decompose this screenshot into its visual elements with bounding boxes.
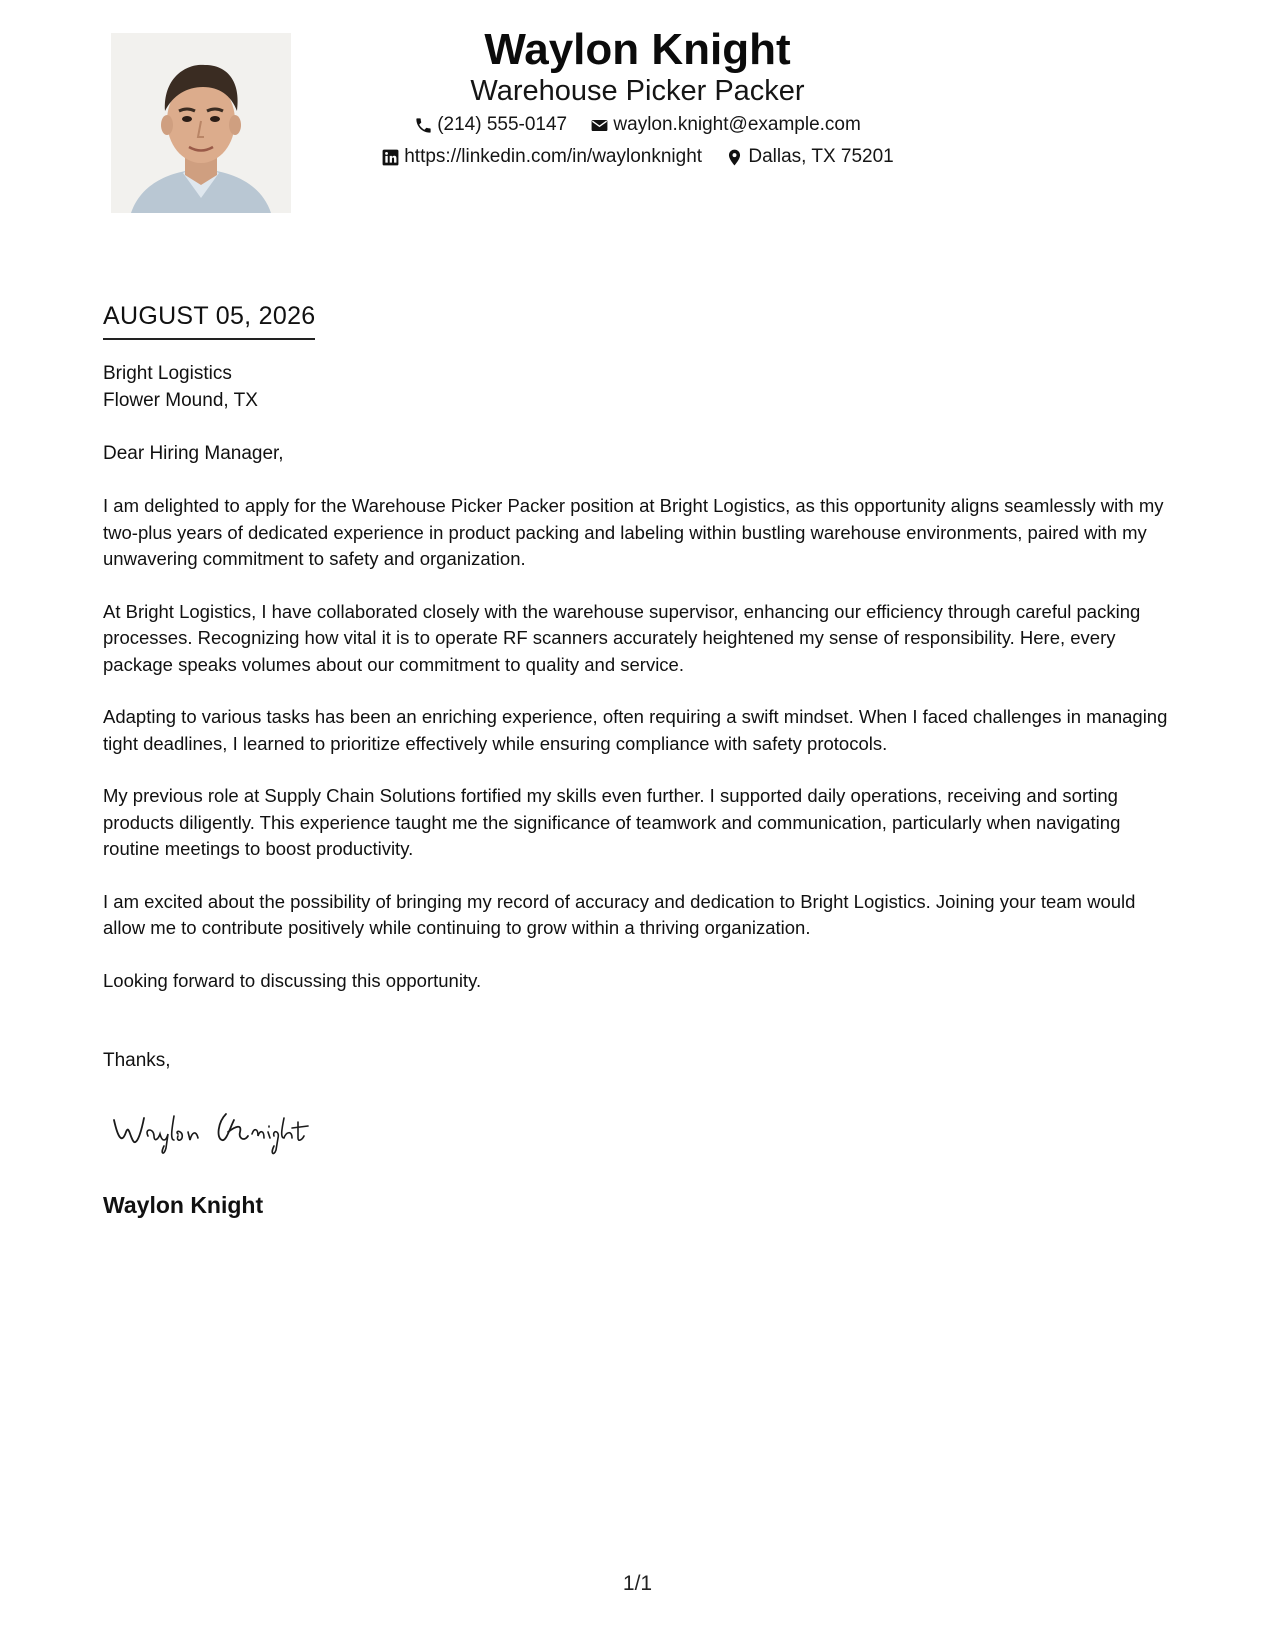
- body-paragraph: I am excited about the possibility of bringing my record of accuracy and dedication to Bright Logistics. Joining your team would allow me to contribute positively while continuing to grow within a thriving organization.: [103, 890, 1136, 938]
- letter-date: AUGUST 05, 2026: [103, 300, 315, 340]
- closing-line: Thanks,: [103, 1050, 171, 1071]
- recipient-location: Flower Mound, TX: [103, 390, 258, 411]
- letter-date-block: [103, 300, 315, 340]
- location-text: Dallas, TX 75201: [748, 146, 894, 167]
- linkedin-text: https://linkedin.com/in/waylonknight: [404, 146, 703, 167]
- applicant-name: Waylon Knight: [484, 25, 791, 74]
- contact-email[interactable]: [590, 112, 860, 138]
- linkedin-icon: [381, 148, 400, 167]
- body-paragraph: Adapting to various tasks has been an enriching experience, often requiring a swift mindset. When I faced challenges in managing tight deadlines, I learned to prioritize effectively while ensuring compliance with safety protocols.: [103, 706, 1168, 754]
- signer-name: Waylon Knight: [103, 1192, 264, 1218]
- contact-location: [725, 144, 893, 170]
- letter-header: [0, 0, 1275, 230]
- body-paragraph: Looking forward to discussing this opportunity.: [103, 969, 482, 991]
- body-paragraph: My previous role at Supply Chain Solutions fortified my skills even further. I supported daily operations, receiving and sorting products diligently. This experience taught me the significance of teamwork and communication, particularly when navigating routine meetings to boost productivity.: [103, 785, 1121, 859]
- handwritten-signature: [108, 1098, 368, 1158]
- envelope-icon: [590, 116, 609, 135]
- letter-body: [103, 493, 1178, 1020]
- recipient-company: Bright Logistics: [103, 363, 232, 384]
- contact-line-1: [0, 112, 1275, 143]
- body-paragraph: I am delighted to apply for the Warehouse Picker Packer position at Bright Logistics, as this opportunity aligns seamlessly with my two-plus years of dedicated experience in product packing and labeling within bustling warehouse environments, paired with my unwavering commitment to safety and organization.: [103, 495, 1164, 569]
- applicant-role: Warehouse Picker Packer: [470, 75, 805, 107]
- contact-linkedin[interactable]: [381, 144, 702, 170]
- contact-phone[interactable]: [414, 112, 567, 138]
- page-number: 1/1: [622, 1572, 653, 1595]
- phone-icon: [414, 116, 433, 135]
- salutation: Dear Hiring Manager,: [103, 443, 284, 464]
- body-paragraph: At Bright Logistics, I have collaborated closely with the warehouse supervisor, enhancing our efficiency through careful packing processes. Recognizing how vital it is to operate RF scanners accurately heightened my sense of responsibility. Here, every package speaks volumes about our commitment to quality and service.: [103, 600, 1141, 675]
- phone-text: (214) 555-0147: [437, 114, 568, 135]
- email-text: waylon.knight@example.com: [613, 114, 861, 135]
- contact-line-2: [0, 144, 1275, 175]
- recipient-block: [103, 360, 258, 414]
- map-pin-icon: [725, 148, 744, 167]
